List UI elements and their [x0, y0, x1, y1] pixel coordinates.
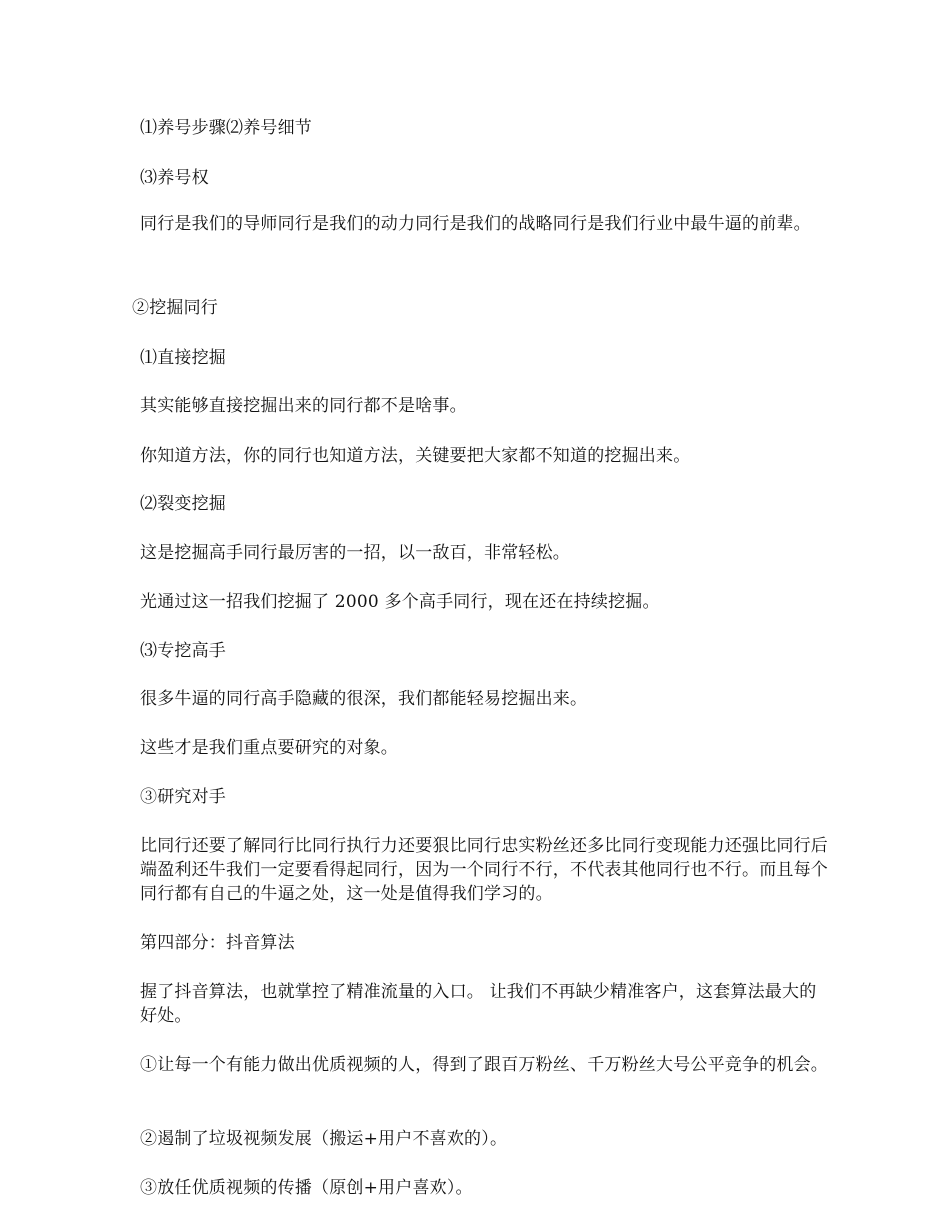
- paragraph-8: ⑵裂变挖掘: [140, 494, 226, 514]
- paragraph-5: ⑴直接挖掘: [140, 348, 226, 368]
- paragraph-2: ⑶养号权: [140, 168, 209, 188]
- paragraph-6: 其实能够直接挖掘出来的同行都不是啥事。: [140, 396, 467, 416]
- paragraph-7: 你知道方法，你的同行也知道方法，关键要把大家都不知道的挖掘出来。: [140, 446, 691, 466]
- section-heading-dig-peers: ②挖掘同行: [132, 298, 218, 318]
- paragraph-19: ②遏制了垃圾视频发展（搬运+用户不喜欢的）。: [140, 1129, 508, 1149]
- part-four-heading: 第四部分：抖音算法: [140, 933, 295, 953]
- section-heading-study-rivals: ③研究对手: [140, 787, 226, 807]
- paragraph-20: ③放任优质视频的传播（原创+用户喜欢）。: [140, 1178, 473, 1198]
- paragraph-9: 这是挖掘高手同行最厉害的一招，以一敌百，非常轻松。: [140, 543, 570, 563]
- paragraph-1: ⑴养号步骤⑵养号细节: [140, 118, 312, 138]
- paragraph-11: ⑶专挖高手: [140, 641, 226, 661]
- paragraph-3: 同行是我们的导师同行是我们的动力同行是我们的战略同行是我们行业中最牛逼的前辈。: [140, 214, 811, 234]
- paragraph-15: 比同行还要了解同行比同行执行力还要狠比同行忠实粉丝还多比同行变现能力还强比同行后端盈利还牛我们一定要看得起同行，因为一个同行不行，不代表其他同行也不行。而且每个同行都有自己的牛逼之处，这一处是值得我们学习的。: [140, 836, 828, 904]
- paragraph-18: ①让每一个有能力做出优质视频的人，得到了跟百万粉丝、千万粉丝大号公平竞争的机会。: [140, 1055, 828, 1075]
- paragraph-17: 握了抖音算法，也就掌控了精准流量的入口。 让我们不再缺少精准客户，这套算法最大的好处。: [140, 982, 817, 1026]
- paragraph-13: 这些才是我们重点要研究的对象。: [140, 738, 398, 758]
- paragraph-10: 光通过这一招我们挖掘了 2000 多个高手同行，现在还在持续挖掘。: [140, 592, 660, 612]
- paragraph-12: 很多牛逼的同行高手隐藏的很深，我们都能轻易挖掘出来。: [140, 689, 588, 709]
